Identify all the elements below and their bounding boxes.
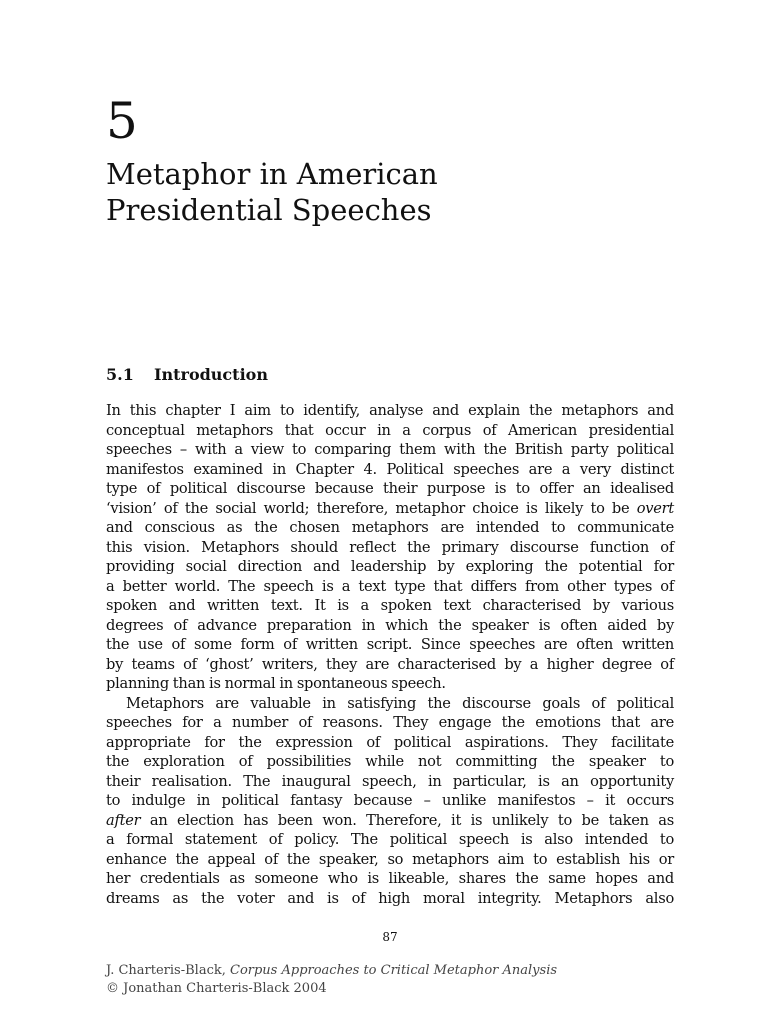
page-number: 87 (382, 930, 398, 944)
italic-word: after (106, 811, 141, 829)
footer-book-title: Corpus Approaches to Critical Metaphor Analysis (230, 963, 558, 978)
body-line: degrees of advance preparation in which the speaker is often aided by (106, 616, 674, 634)
chapter-title (106, 156, 438, 228)
body-line: planning than is normal in spontaneous speech. (106, 675, 446, 692)
body-line: their realisation. The inaugural speech, in particular, is an opportunity (106, 772, 674, 790)
body-line (106, 811, 674, 831)
body-line: by teams of ‘ghost’ writers, they are characterised by a higher degree of (106, 655, 674, 673)
body-line: enhance the appeal of the speaker, so metaphors aim to establish his or (106, 850, 674, 868)
copyright-footer (106, 962, 557, 998)
section-title: Introduction (154, 365, 268, 384)
body-line: type of political discourse because their purpose is to offer an idealised (106, 480, 674, 497)
section-number: 5.1 (106, 365, 134, 384)
body-line: conceptual metaphors that occur in a corpus of American presidential (106, 421, 674, 439)
body-text-run: ‘vision’ of the social world; therefore, metaphor choice is likely to be (106, 499, 637, 517)
body-line: In this chapter I aim to identify, analyse and explain the metaphors and (106, 402, 674, 419)
body-line: speeches – with a view to comparing them with the British party political (106, 441, 674, 458)
footer-author: J. Charteris-Black, (106, 963, 230, 978)
body-line: providing social direction and leadership by exploring the potential for (106, 558, 674, 575)
chapter-title-line-2: Presidential Speeches (106, 193, 432, 227)
body-line: manifestos examined in Chapter 4. Political speeches are a very distinct (106, 460, 674, 478)
citation-line (106, 962, 557, 980)
chapter-title-line-1: Metaphor in American (106, 157, 438, 191)
body-text-run: an election has been won. Therefore, it is unlikely to be taken as (140, 811, 674, 829)
body-line: a better world. The speech is a text type that differs from other types of (106, 577, 674, 595)
body-line: speeches for a number of reasons. They engage the emotions that are (106, 714, 674, 731)
body-line: dreams as the voter and is of high moral integrity. Metaphors also (106, 889, 674, 907)
copyright-line: © Jonathan Charteris-Black 2004 (106, 981, 327, 996)
body-line: the exploration of possibilities while not committing the speaker to (106, 753, 674, 770)
section-heading (106, 365, 268, 384)
chapter-number: 5 (106, 92, 138, 150)
italic-word: overt (636, 499, 674, 517)
body-line: this vision. Metaphors should reflect the primary discourse function of (106, 538, 674, 556)
body-line: appropriate for the expression of political aspirations. They facilitate (106, 733, 674, 751)
body-line: her credentials as someone who is likeable, shares the same hopes and (106, 870, 674, 887)
body-line: and conscious as the chosen metaphors are intended to communicate (106, 519, 674, 536)
body-line: to indulge in political fantasy because – unlike manifestos – it occurs (106, 792, 674, 809)
body-line (106, 499, 674, 519)
body-text (106, 401, 674, 908)
body-line: the use of some form of written script. Since speeches are often written (106, 636, 674, 653)
body-line: Metaphors are valuable in satisfying the discourse goals of political (126, 694, 674, 712)
body-line: a formal statement of policy. The political speech is also intended to (106, 831, 674, 848)
body-line: spoken and written text. It is a spoken text characterised by various (106, 597, 674, 614)
